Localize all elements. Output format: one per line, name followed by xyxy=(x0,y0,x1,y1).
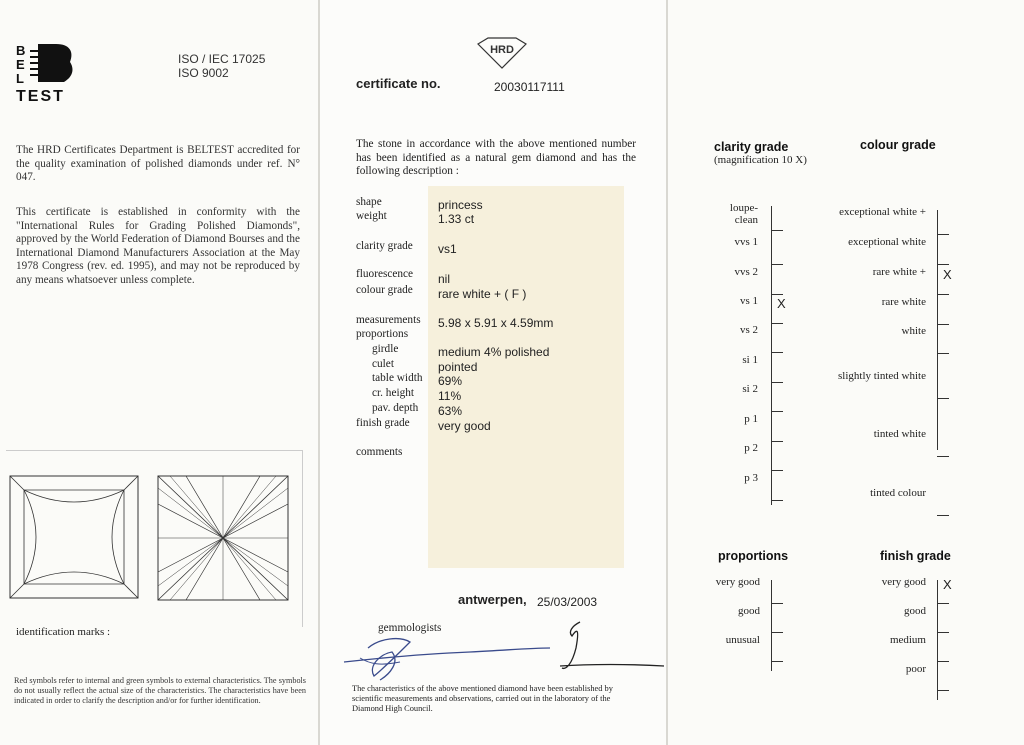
weight-label: weight xyxy=(356,210,387,222)
svg-text:L: L xyxy=(16,71,24,86)
measurements-value: 5.98 x 5.91 x 4.59mm xyxy=(438,316,554,330)
clarity-scale-label: p 3 xyxy=(744,472,758,484)
clarity-scale-label: loupe- clean xyxy=(729,202,758,226)
colour-scale-label: white xyxy=(901,325,926,337)
proportions-scale-tick xyxy=(771,632,783,633)
finish-grade-label: finish grade xyxy=(356,417,410,429)
fluorescence-label: fluorescence xyxy=(356,268,414,280)
hrd-logo xyxy=(476,36,528,70)
culet-label: culet xyxy=(372,358,394,370)
clarity-scale-tick xyxy=(771,323,783,324)
finish-scale-tick xyxy=(937,603,949,604)
colour-scale-tick xyxy=(937,294,949,295)
identification-statement: The stone in accordance with the above mentioned number has been identified as a natural gem diamond and has the following description : xyxy=(356,138,636,178)
pavilion-depth-label: pav. depth xyxy=(372,402,419,414)
crown-height-label: cr. height xyxy=(372,387,415,399)
colour-value: rare white + ( F ) xyxy=(438,287,527,301)
symbols-note: Red symbols refer to internal and green symbols to external characteristics. The symbols do not usually reflect the actual size of the characteristics. The characteristics have been indicated in order to clarify the description and/or for further identification. xyxy=(14,676,306,705)
clarity-value: vs1 xyxy=(438,242,457,256)
gemmologists-label: gemmologists xyxy=(378,622,442,634)
proportions-scale-axis xyxy=(771,580,772,671)
iso-standards xyxy=(178,52,265,80)
finish-scale-axis xyxy=(937,580,938,700)
shape-label: shape xyxy=(356,196,382,208)
fluorescence-value: nil xyxy=(438,272,451,286)
colour-scale-label: slightly tinted white xyxy=(838,370,926,382)
finish-scale-label: medium xyxy=(889,634,926,646)
iso-line-2: ISO 9002 xyxy=(178,66,229,80)
clarity-scale-label: vvs 1 xyxy=(734,236,758,248)
proportions-scale-label: good xyxy=(738,605,760,617)
table-width-label: table width xyxy=(372,372,423,384)
measurements-label: measurements xyxy=(356,314,421,326)
finish-scale-label: very good xyxy=(881,576,926,588)
magnification-note: (magnification 10 X) xyxy=(714,154,807,166)
proportions-label: proportions xyxy=(356,328,409,340)
colour-scale-tick xyxy=(937,353,949,354)
clarity-scale-label: p 2 xyxy=(744,442,758,454)
laboratory-footnote: The characteristics of the above mentioned diamond have been established by scientific measurements and observations, carried out in the laboratory of the Diamond High Council. xyxy=(352,684,613,713)
pavilion-depth-value: 63% xyxy=(438,404,463,418)
proportions-scale-label: unusual xyxy=(725,634,760,646)
proportions-scale-tick xyxy=(771,603,783,604)
clarity-scale-tick xyxy=(771,382,783,383)
proportions-scale-title: proportions xyxy=(718,549,789,563)
accreditation-text: The HRD Certificates Department is BELTEST accredited for the quality examination of polished diamonds under ref. N° 047. xyxy=(16,144,300,184)
colour-scale-tick xyxy=(937,515,949,516)
conformity-text: This certificate is established in conformity with the "International Rules for Grading Polished Diamonds", approved by the World Federation of Diamond Bourses and the International Diamond Manufacturers Association at the May 1978 Congress (rev. ed. 1995), and may not be reproduced by any means whatsoever unless complete. xyxy=(16,206,300,286)
finish-scale-tick xyxy=(937,632,949,633)
clarity-scale-tick xyxy=(771,470,783,471)
table-width-value: 69% xyxy=(438,374,463,388)
svg-text:HRD: HRD xyxy=(490,44,514,56)
colour-scale-label: rare white xyxy=(881,296,926,308)
finish-scale-tick xyxy=(937,661,949,662)
svg-text:E: E xyxy=(16,57,25,72)
comments-label: comments xyxy=(356,446,403,458)
colour-scale-title: colour grade xyxy=(860,138,936,152)
finish-scale-title: finish grade xyxy=(880,549,951,563)
clarity-scale-label: vs 1 xyxy=(739,295,758,307)
colour-scale-axis xyxy=(937,210,938,450)
clarity-scale-tick xyxy=(771,264,783,265)
clarity-scale-label: si 1 xyxy=(742,354,758,366)
crown-height-value: 11% xyxy=(438,389,462,403)
colour-scale-tick xyxy=(937,398,949,399)
finish-scale-label: good xyxy=(904,605,926,617)
iso-line-1: ISO / IEC 17025 xyxy=(178,52,266,66)
colour-scale-label: exceptional white xyxy=(848,236,926,248)
colour-scale-tick xyxy=(937,234,949,235)
girdle-label: girdle xyxy=(372,343,399,355)
clarity-scale-selected-mark: X xyxy=(777,296,786,311)
proportions-scale-label: very good xyxy=(715,576,760,588)
princess-crown-diagram xyxy=(8,474,140,600)
clarity-scale-label: si 2 xyxy=(742,383,758,395)
svg-text:TEST: TEST xyxy=(16,88,65,104)
gemmologist-signatures xyxy=(340,618,668,688)
colour-scale-label: rare white + xyxy=(872,266,926,278)
clarity-scale-label: p 1 xyxy=(744,413,758,425)
clarity-scale-tick xyxy=(771,441,783,442)
colour-scale-tick xyxy=(937,324,949,325)
clarity-scale-tick xyxy=(771,352,783,353)
weight-value: 1.33 ct xyxy=(438,212,475,226)
issue-date: 25/03/2003 xyxy=(537,595,598,609)
princess-pavilion-diagram xyxy=(156,474,290,602)
identification-marks-label: identification marks : xyxy=(16,626,111,638)
colour-scale-tick xyxy=(937,264,949,265)
clarity-scale-tick xyxy=(771,230,783,231)
finish-scale-tick xyxy=(937,690,949,691)
clarity-scale-tick xyxy=(771,294,783,295)
colour-scale-tick xyxy=(937,456,949,457)
finish-grade-value: very good xyxy=(438,419,491,433)
colour-scale-label: tinted white xyxy=(873,428,926,440)
clarity-scale-axis xyxy=(771,206,772,505)
finish-scale-label: poor xyxy=(905,663,926,675)
colour-scale-label: exceptional white + xyxy=(839,206,926,218)
culet-value: pointed xyxy=(438,360,478,374)
clarity-scale-title: clarity grade xyxy=(714,140,789,154)
svg-text:B: B xyxy=(16,43,26,58)
clarity-scale-tick xyxy=(771,411,783,412)
girdle-value: medium 4% polished xyxy=(438,345,550,359)
beltest-logo xyxy=(16,42,80,104)
clarity-scale-label: vs 2 xyxy=(739,324,758,336)
colour-label: colour grade xyxy=(356,284,413,296)
colour-scale-label: tinted colour xyxy=(870,487,926,499)
clarity-scale-label: vvs 2 xyxy=(734,266,758,278)
clarity-scale-tick xyxy=(771,500,783,501)
colour-scale-selected-mark: X xyxy=(943,267,952,282)
proportions-scale-tick xyxy=(771,661,783,662)
clarity-label: clarity grade xyxy=(356,240,413,252)
shape-value: princess xyxy=(438,198,483,212)
certificate-number: 20030117111 xyxy=(494,80,565,94)
certificate-number-label: certificate no. xyxy=(356,76,441,91)
finish-scale-selected-mark: X xyxy=(943,577,952,592)
issue-city: antwerpen, xyxy=(458,592,527,607)
